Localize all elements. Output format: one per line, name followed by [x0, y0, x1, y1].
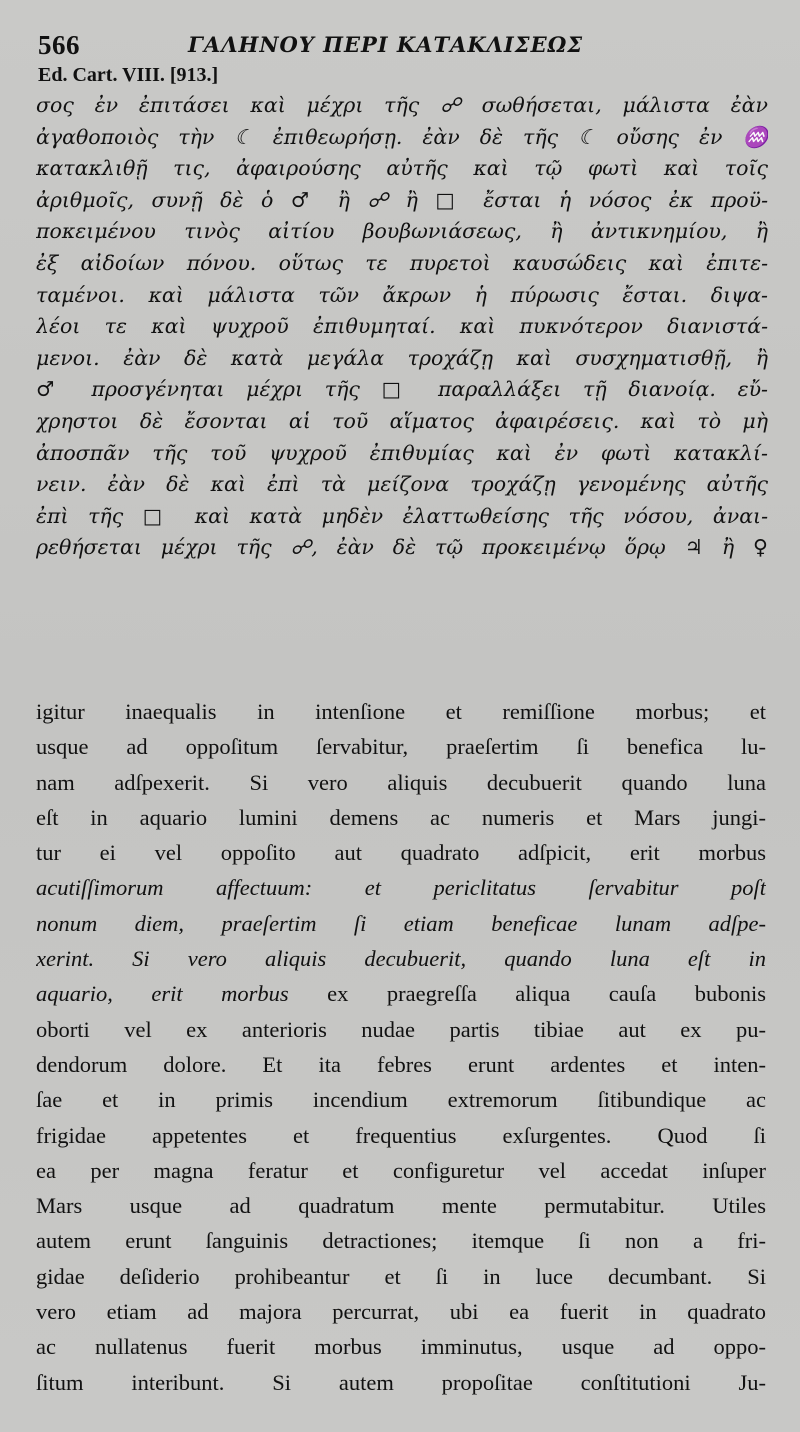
greek-line: κατακλιθῇ τις, ἀφαιρούσης αὐτῆς καὶ τῷ φωτὶ καὶ τοῖς [36, 156, 768, 181]
latin-line [36, 941, 766, 976]
latin-text: ſitum interibunt. Si autem propoſitae conſtitutioni Ju- [36, 1369, 766, 1395]
greek-line: ποκειμένου τινὸς αἰτίου βουβωνιάσεως, ἢ ἀντικνημίου, ἢ [36, 219, 768, 244]
greek-line: ♂ προσγένηται μέχρι τῆς □ παραλλάξει τῇ διανοίᾳ. εὔ- [36, 377, 768, 402]
page-number: 566 [38, 30, 80, 60]
latin-text: ac nullatenus fuerit morbus imminutus, usque ad oppo- [36, 1334, 766, 1360]
greek-line: νειν. ἐὰν δὲ καὶ ἐπὶ τὰ μείζονα τροχάζῃ γενομένης αὐτῆς [36, 472, 768, 497]
latin-line [36, 1118, 766, 1153]
latin-italic-text: aquario, erit morbus [36, 981, 328, 1007]
latin-text: autem erunt ſanguinis detractiones; itemque ſi non a fri- [36, 1228, 766, 1254]
greek-line: ἀποσπᾶν τῆς τοῦ ψυχροῦ ἐπιθυμίας καὶ ἐν φωτὶ κατακλί- [36, 440, 768, 465]
greek-line: μενοι. ἐὰν δὲ κατὰ μεγάλα τροχάζῃ καὶ συσχηματισθῇ, ἢ [36, 345, 768, 370]
greek-line: λέοι τε καὶ ψυχροῦ ἐπιθυμηταί. καὶ πυκνότερον διανιστά- [36, 314, 768, 339]
latin-italic-text: nonum diem, praeſertim ſi etiam beneficae lunam adſpe- [36, 910, 766, 936]
latin-text: vero etiam ad majora percurrat, ubi ea fuerit in quadrato [36, 1299, 766, 1325]
greek-line: ἀριθμοῖς, συνῇ δὲ ὁ ♂ ἢ ☍ ἢ □ ἔσται ἡ νόσος ἐκ προϋ- [36, 187, 768, 212]
latin-text: usque ad oppoſitum ſervabitur, praeſertim ſi benefica lu- [36, 734, 766, 760]
latin-line [36, 906, 766, 941]
latin-line [36, 1153, 766, 1188]
latin-italic-text: xerint. Si vero aliquis decubuerit, quando luna eſt in [36, 946, 766, 972]
latin-line [36, 800, 766, 835]
latin-text: ſae et in primis incendium extremorum ſitibundique ac [36, 1087, 766, 1113]
latin-line [36, 694, 766, 729]
latin-line [36, 729, 766, 764]
latin-text: dendorum dolore. Et ita febres erunt ardentes et inten- [36, 1051, 766, 1077]
latin-line [36, 1365, 766, 1400]
latin-line [36, 1294, 766, 1329]
greek-line: ρεθήσεται μέχρι τῆς ☍, ἐὰν δὲ τῷ προκειμένῳ ὅρῳ ♃ ἢ ♀ [36, 535, 768, 560]
latin-text: igitur inaequalis in intenſione et remiſſione morbus; et [36, 699, 766, 724]
running-title: ΓΑΛΗΝΟΥ ΠΕΡΙ ΚΑΤΑΚΛΙΣΕΩΣ [188, 32, 584, 57]
latin-line [36, 765, 766, 800]
page-header [38, 30, 778, 62]
latin-line [36, 1223, 766, 1258]
greek-line: ἀγαθοποιὸς τὴν ☾ ἐπιθεωρήσῃ. ἐὰν δὲ τῆς ☾ οὔσης ἐν ♒ [36, 124, 768, 149]
greek-line: σος ἐν ἐπιτάσει καὶ μέχρι τῆς ☍ σωθήσεται, μάλιστα ἐὰν [36, 93, 768, 117]
latin-text: nam adſpexerit. Si vero aliquis decubuerit quando luna [36, 769, 766, 795]
latin-text: eſt in aquario lumini demens ac numeris et Mars jungi- [36, 804, 766, 830]
latin-text: ex praegreſſa aliqua cauſa bubonis [327, 981, 766, 1007]
latin-line [36, 1082, 766, 1117]
greek-line: χρηστοι δὲ ἔσονται αἱ τοῦ αἵματος ἀφαιρέσεις. καὶ τὸ μὴ [36, 408, 768, 433]
edition-reference: Ed. Cart. VIII. [913.] [38, 64, 219, 86]
latin-line [36, 1329, 766, 1364]
latin-text: gidae deſiderio prohibeantur et ſi in luce decumbant. Si [36, 1263, 766, 1289]
latin-text: oborti vel ex anterioris nudae partis tibiae aut ex pu- [36, 1016, 766, 1042]
greek-line: ἐξ αἰδοίων πόνου. οὕτως τε πυρετοὶ καυσώδεις καὶ ἐπιτε- [36, 250, 768, 275]
latin-text: Mars usque ad quadratum mente permutabitur. Utiles [36, 1193, 766, 1219]
latin-text: ea per magna feratur et configuretur vel accedat inſuper [36, 1157, 766, 1183]
latin-line [36, 1188, 766, 1223]
latin-line [36, 835, 766, 870]
greek-line: ταμένοι. καὶ μάλιστα τῶν ἄκρων ἡ πύρωσις ἔσται. διψα- [36, 282, 768, 307]
latin-text: tur ei vel oppoſito aut quadrato adſpicit, erit morbus [36, 840, 766, 866]
latin-text: frigidae appetentes et frequentius exſurgentes. Quod ſi [36, 1122, 766, 1148]
latin-line [36, 870, 766, 905]
latin-italic-text: acutiſſimorum affectuum: et periclitatus ſervabitur poſt [36, 875, 766, 901]
latin-text-block [36, 694, 766, 1400]
latin-line [36, 1259, 766, 1294]
greek-text-block [36, 90, 768, 564]
greek-line: ἐπὶ τῆς □ καὶ κατὰ μηδὲν ἐλαττωθείσης τῆς νόσου, ἀναι- [36, 503, 768, 528]
latin-line [36, 1047, 766, 1082]
latin-line [36, 1012, 766, 1047]
latin-line [36, 976, 766, 1011]
